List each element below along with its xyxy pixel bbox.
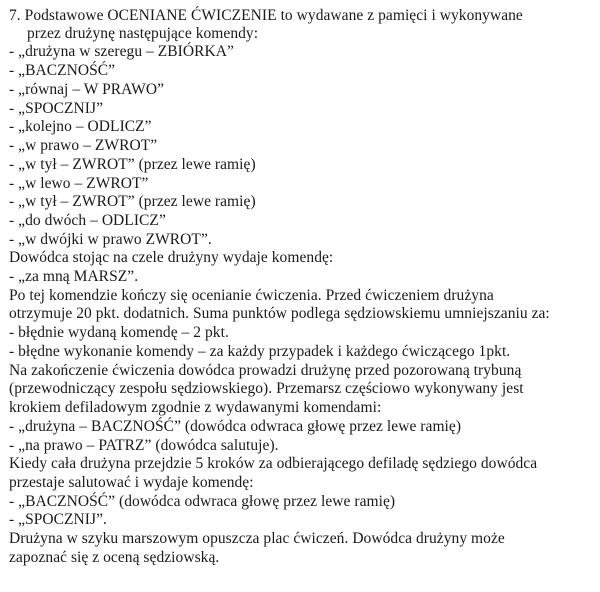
- text-line: Kiedy cała drużyna przejdzie 5 kroków za odbierającego defiladę sędziego dowódca: [9, 455, 538, 472]
- command-list-item: - „w tył – ZWROT” (przez lewe ramię): [9, 193, 256, 210]
- command-list-item: - „równaj – W PRAWO”: [9, 81, 165, 98]
- text-line: Dowódca stojąc na czele drużyny wydaje komendę:: [9, 249, 334, 266]
- text-line: otrzymuje 20 pkt. dodatnich. Suma punktów podlega sędziowskiemu umniejszaniu za:: [9, 305, 550, 322]
- text-line: (przewodniczący zespołu sędziowskiego). Przemarsz częściowo wykonywany jest: [9, 380, 524, 397]
- command-list-item: - „za mną MARSZ”.: [9, 268, 139, 285]
- command-list-item: - „SPOCZNIJ”.: [9, 511, 107, 528]
- penalty-list-item: - błędnie wydaną komendę – 2 pkt.: [9, 324, 229, 341]
- command-list-item: - „BACZNOŚĆ” (dowódca odwraca głowę przez lewe ramię): [9, 493, 396, 510]
- command-list-item: - „na prawo – PATRZ” (dowódca salutuje).: [9, 437, 279, 454]
- text-line: przez drużynę następujące komendy:: [27, 25, 259, 42]
- command-list-item: - „w prawo – ZWROT”: [9, 137, 158, 154]
- text-line: przestaje salutować i wydaje komendę:: [9, 474, 254, 491]
- command-list-item: - „drużyna w szeregu – ZBIÓRKA”: [9, 43, 234, 60]
- text-line: Po tej komendzie kończy się ocenianie ćwiczenia. Przed ćwiczeniem drużyna: [9, 287, 494, 304]
- text-line: Drużyna w szyku marszowym opuszcza plac ćwiczeń. Dowódca drużyny może: [9, 530, 505, 547]
- command-list-item: - „w dwójki w prawo ZWROT”.: [9, 231, 212, 248]
- penalty-list-item: - błędne wykonanie komendy – za każdy przypadek i każdego ćwiczącego 1pkt.: [9, 343, 511, 360]
- text-line: Na zakończenie ćwiczenia dowódca prowadzi drużynę przed pozorowaną trybuną: [9, 362, 522, 379]
- command-list-item: - „w lewo – ZWROT”: [9, 175, 149, 192]
- command-list-item: - „BACZNOŚĆ”: [9, 62, 116, 79]
- command-list-item: - „do dwóch – ODLICZ”: [9, 212, 166, 229]
- command-list-item: - „drużyna – BACZNOŚĆ” (dowódca odwraca głowę przez lewe ramię): [9, 418, 462, 435]
- command-list-item: - „kolejno – ODLICZ”: [9, 118, 152, 135]
- command-list-item: - „w tył – ZWROT” (przez lewe ramię): [9, 156, 256, 173]
- command-list-item: - „SPOCZNIJ”: [9, 100, 104, 117]
- numbered-paragraph-heading: 7. Podstawowe OCENIANE ĆWICZENIE to wydawane z pamięci i wykonywane: [9, 7, 523, 24]
- text-line: zapoznać się z oceną sędziowską.: [9, 549, 220, 566]
- text-line: krokiem defiladowym zgodnie z wydawanymi komendami:: [9, 399, 382, 416]
